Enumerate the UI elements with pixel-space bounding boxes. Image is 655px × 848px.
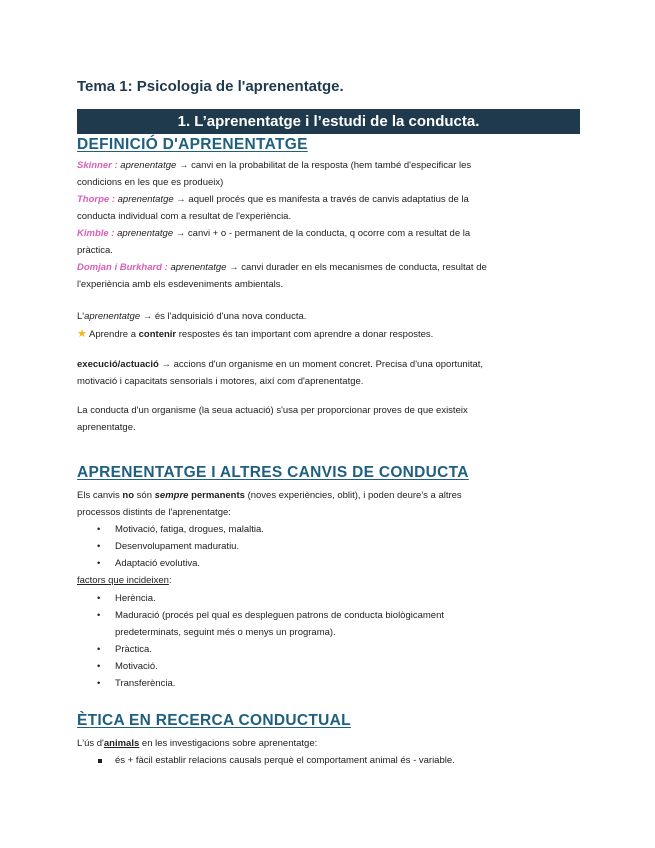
execution-paragraph: execució/actuació → accions d'un organisme en un moment concret. Precisa d'una oportunitat, motivació i capacitats sensorials i motores, així com d'aprenentatge. <box>77 359 484 387</box>
heading-etica: ÈTICA EN RECERCA CONDUCTUAL <box>77 712 351 729</box>
list-item: • Desenvolupament maduratiu. <box>97 541 240 552</box>
term: aprenentatge <box>170 262 227 273</box>
list-item: • Motivació. <box>97 661 158 672</box>
star-icon: ★ <box>77 328 87 340</box>
list-item: • Pràctica. <box>97 644 152 655</box>
list-item: • Transferència. <box>97 678 176 689</box>
definition-skinner <box>77 157 577 191</box>
list-item: • Adaptació evolutiva. <box>97 558 201 569</box>
section-banner: 1. L’aprenentatge i l’estudi de la conducta. <box>77 109 580 134</box>
document-title: Tema 1: Psicologia de l'aprenentatge. <box>77 78 344 95</box>
heading-altres-canvis: APRENENTATGE I ALTRES CANVIS DE CONDUCTA <box>77 464 469 481</box>
definition-text-cont: pràctica. <box>77 245 113 256</box>
square-bullet-icon <box>98 759 102 763</box>
definition-text: → canvi en la probabilitat de la resposta (hem també d'especificar les <box>178 160 472 171</box>
factors-list <box>95 590 575 692</box>
term: aprenentatge <box>120 160 177 171</box>
definition-text: → canvi + o - permanent de la conducta, q ocorre com a resultat de la <box>175 228 471 239</box>
changes-intro: Els canvis no són sempre permanents (noves experiències, oblit), i poden deure's a altres processos distints de l'aprenentatge: <box>77 490 462 518</box>
heading-definicio: DEFINICIÓ D'APRENENTATGE <box>77 136 308 153</box>
term: aprenentatge <box>117 194 174 205</box>
list-item: • Herència. <box>97 593 156 604</box>
author-name: Thorpe : <box>77 194 115 205</box>
learning-summary: L'aprenentatge → és l'adquisició d'una nova conducta. <box>77 311 307 322</box>
definition-text: → aquell procés que es manifesta a través de canvis adaptatius de la <box>176 194 469 205</box>
conduct-paragraph: La conducta d'un organisme (la seua actuació) s'usa per proporcionar proves de que existeix aprenentatge. <box>77 405 468 433</box>
list-item: és + fàcil establir relacions causals perquè el comportament animal és - variable. <box>95 752 575 769</box>
definition-text-cont: conducta individual com a resultat de l'experiència. <box>77 211 292 222</box>
definition-text-cont: condicions en les que es produeix) <box>77 177 224 188</box>
author-name: Domjan i Burkhard : <box>77 262 168 273</box>
ethics-intro: L'ús d'animals en les investigacions sobre aprenentatge: <box>77 738 318 749</box>
ethics-list <box>95 752 575 769</box>
other-processes-list <box>95 521 575 572</box>
definition-thorpe <box>77 191 577 225</box>
definition-kimble <box>77 225 577 259</box>
star-note: ★ Aprendre a contenir respostes és tan important com aprendre a donar respostes. <box>77 328 434 340</box>
author-name: Kimble : <box>77 228 115 239</box>
definition-text-cont: l'experiència amb els esdeveniments ambientals. <box>77 279 284 290</box>
factors-label: factors que incideixen: <box>77 575 172 586</box>
definition-text: → canvi durader en els mecanismes de conducta, resultat de <box>229 262 487 273</box>
term: aprenentatge <box>117 228 174 239</box>
author-name: Skinner : <box>77 160 118 171</box>
list-item: • Motivació, fatiga, drogues, malaltia. <box>97 524 264 535</box>
list-item: • Maduració (procés pel qual es despleguen patrons de conducta biològicament predeterminats, seguint més o menys un programa). <box>97 610 445 638</box>
definition-domjan-burkhard <box>77 259 577 293</box>
